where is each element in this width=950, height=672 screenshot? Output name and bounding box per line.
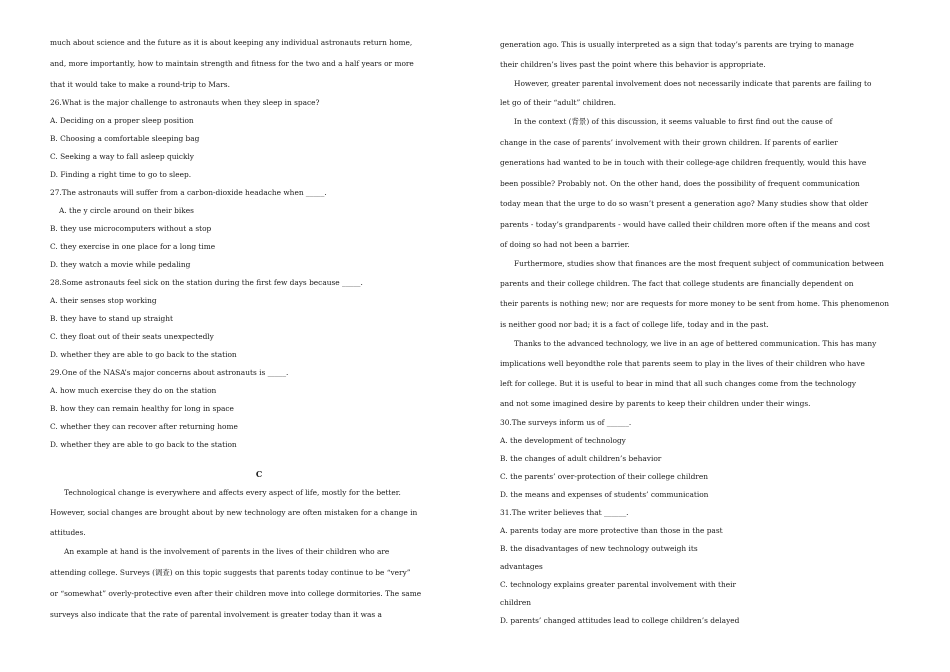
passage-c-paragraph-4: today mean that the urge to do so wasn’t present a generation ago? Many studies show that older [500, 199, 869, 208]
section-c-heading: C [255, 469, 263, 479]
question-31-option-b: B. the disadvantages of new technology outweigh its [500, 544, 698, 553]
question-26-option-b: B. Choosing a comfortable sleeping bag [50, 134, 200, 143]
question-30-option-c: C. the parents’ over-protection of their college children [500, 472, 708, 481]
question-30-option-b: B. the changes of adult children’s behavior [500, 454, 662, 463]
question-31-option-c: children [500, 598, 532, 607]
passage-c-paragraph-1: Technological change is everywhere and affects every aspect of life, mostly for the better. [64, 488, 401, 497]
passage-c-paragraph-4: generations had wanted to be in touch with their college-age children frequently, would this have [500, 158, 867, 167]
question-27-option-c: C. they exercise in one place for a long time [50, 242, 216, 251]
passage-c-paragraph-2: attending college. Surveys (调查) on this topic suggests that parents today continue to be “very” [50, 568, 411, 577]
passage-c-paragraph-5: is neither good nor bad; it is a fact of college life, today and in the past. [500, 320, 769, 329]
question-26-stem: 26.What is the major challenge to astronauts when they sleep in space? [50, 98, 320, 107]
question-29-option-b: B. how they can remain healthy for long in space [50, 404, 234, 413]
passage-c-paragraph-6: Thanks to the advanced technology, we live in an age of bettered communication. This has many [514, 339, 877, 348]
question-30-stem: 30.The surveys inform us of ______. [500, 418, 632, 427]
passage-c-paragraph-4: In the context (背景) of this discussion, it seems valuable to first find out the cause of [514, 117, 833, 126]
passage-c-paragraph-4: of doing so had not been a barrier. [500, 240, 630, 249]
passage-c-paragraph-2: surveys also indicate that the rate of parental involvement is greater today than it was a [50, 610, 382, 619]
passage-b-continuation: much about science and the future as it is about keeping any individual astronauts return home, [50, 38, 413, 47]
question-26-option-c: C. Seeking a way to fall asleep quickly [50, 152, 194, 161]
question-29-option-a: A. how much exercise they do on the station [50, 386, 217, 395]
question-27-option-d: D. they watch a movie while pedaling [50, 260, 191, 269]
passage-b-continuation: that it would take to make a round-trip to Mars. [50, 80, 230, 89]
passage-c-paragraph-2: their children’s lives past the point where this behavior is appropriate. [500, 60, 766, 69]
question-26-option-d: D. Finding a right time to go to sleep. [50, 170, 192, 179]
passage-c-paragraph-3: However, greater parental involvement does not necessarily indicate that parents are failing to [514, 79, 872, 88]
question-31-option-c: C. technology explains greater parental involvement with their [500, 580, 736, 589]
question-26-option-a: A. Deciding on a proper sleep position [50, 116, 194, 125]
passage-c-paragraph-6: and not some imagined desire by parents to keep their children under their wings. [500, 399, 811, 408]
passage-b-continuation: and, more importantly, how to maintain strength and fitness for the two and a half years or more [50, 59, 414, 68]
question-31-stem: 31.The writer believes that ______. [500, 508, 629, 517]
question-30-option-d: D. the means and expenses of students’ communication [500, 490, 709, 499]
passage-c-paragraph-2: or “somewhat” overly-protective even after their children move into college dormitories. The same [50, 589, 422, 598]
question-29-option-d: D. whether they are able to go back to the station [50, 440, 237, 449]
question-29-option-c: C. whether they can recover after returning home [50, 422, 238, 431]
passage-c-paragraph-5: Furthermore, studies show that finances are the most frequent subject of communication between [514, 259, 884, 268]
question-28-option-b: B. they have to stand up straight [50, 314, 173, 323]
passage-c-paragraph-4: change in the case of parents’ involvement with their grown children. If parents of earlier [500, 138, 838, 147]
passage-c-paragraph-6: left for college. But it is useful to bear in mind that all such changes come from the technology [500, 379, 857, 388]
passage-c-paragraph-1: attitudes. [50, 528, 86, 537]
question-27-option-a: A. the y circle around on their bikes [59, 206, 194, 215]
passage-c-paragraph-2: generation ago. This is usually interpreted as a sign that today’s parents are trying to manage [500, 40, 854, 49]
passage-c-paragraph-2: An example at hand is the involvement of parents in the lives of their children who are [64, 547, 390, 556]
question-31-option-a: A. parents today are more protective than those in the past [500, 526, 723, 535]
passage-c-paragraph-3: let go of their “adult” children. [500, 98, 616, 107]
question-30-option-a: A. the development of technology [500, 436, 626, 445]
question-28-stem: 28.Some astronauts feel sick on the station during the first few days because _____. [50, 278, 363, 287]
passage-c-paragraph-4: been possible? Probably not. On the other hand, does the possibility of frequent communication [500, 179, 860, 188]
question-28-option-d: D. whether they are able to go back to the station [50, 350, 237, 359]
question-31-option-b: advantages [500, 562, 543, 571]
question-27-option-b: B. they use microcomputers without a stop [50, 224, 212, 233]
question-29-stem: 29.One of the NASA’s major concerns about astronauts is _____. [50, 368, 289, 377]
passage-c-paragraph-5: their parents is nothing new; nor are requests for more money to be sent from home. This phenomenon [500, 299, 889, 308]
question-27-stem: 27.The astronauts will suffer from a carbon-dioxide headache when _____. [50, 188, 327, 197]
passage-c-paragraph-1: However, social changes are brought about by new technology are often mistaken for a change in [50, 508, 418, 517]
passage-c-paragraph-4: parents - today’s grandparents - would have called their children more often if the means and cost [500, 220, 870, 229]
question-28-option-c: C. they float out of their seats unexpectedly [50, 332, 214, 341]
passage-c-paragraph-6: implications well beyondthe role that parents seem to play in the lives of their children who have [500, 359, 865, 368]
question-28-option-a: A. their senses stop working [50, 296, 157, 305]
passage-c-paragraph-5: parents and their college children. The fact that college students are financially dependent on [500, 279, 854, 288]
question-31-option-d: D. parents’ changed attitudes lead to college children’s delayed [500, 616, 740, 625]
